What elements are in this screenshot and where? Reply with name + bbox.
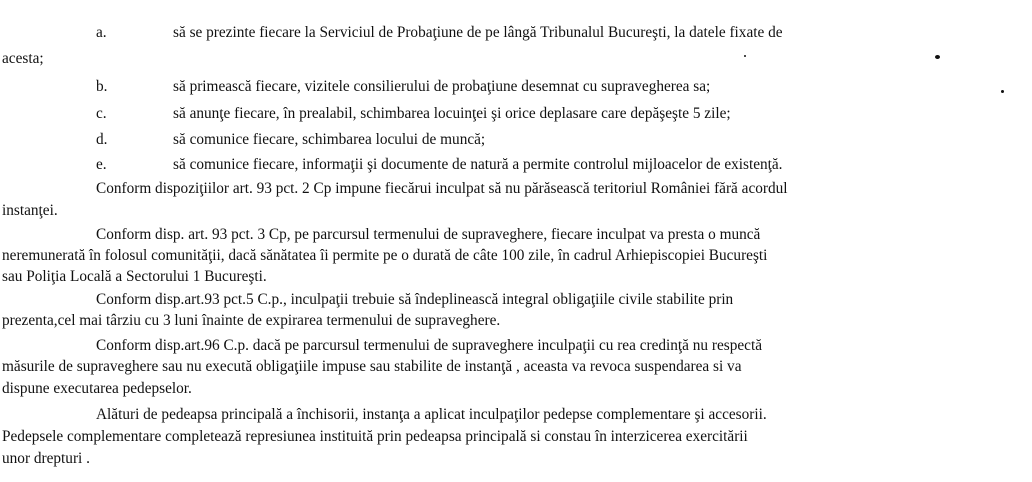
paragraph-2-line-1: Conform disp. art. 93 pct. 3 Cp, pe parcursul termenului de supraveghere, fiecare inculpat va presta o muncă xyxy=(96,226,761,243)
list-text: să anunţe fiecare, în prealabil, schimbarea locuinţei şi orice deplasare care depăşeşte 5 zile; xyxy=(173,105,731,122)
list-letter: a. xyxy=(96,24,107,41)
paragraph-5-line-3: unor drepturi . xyxy=(2,450,90,467)
list-letter: c. xyxy=(96,105,107,122)
list-text: să se prezinte fiecare la Serviciul de Probaţiune de pe lângă Tribunalul Bucureşti, la datele fixate de xyxy=(173,24,783,41)
paragraph-1-line-2: instanţei. xyxy=(2,202,58,219)
list-text: să comunice fiecare, informaţii şi documente de natură a permite controlul mijloacelor de existenţă. xyxy=(173,156,783,173)
list-item-a-continuation: acesta; xyxy=(2,50,44,67)
list-letter: b. xyxy=(96,78,108,95)
paragraph-2-line-2: neremunerată în folosul comunităţii, dacă sănătatea îi permite pe o durată de câte 100 zile, în cadrul Arhiepiscopiei Bucureşti xyxy=(2,247,768,264)
paragraph-3-line-2: prezenta,cel mai târziu cu 3 luni înainte de expirarea termenului de supraveghere. xyxy=(2,312,501,329)
scan-speck xyxy=(1001,90,1004,93)
scan-speck xyxy=(744,55,746,57)
scan-speck xyxy=(935,55,940,59)
paragraph-2-line-3: sau Poliţia Locală a Sectorului 1 Bucureşti. xyxy=(2,268,267,285)
list-letter: d. xyxy=(96,131,108,148)
paragraph-4-line-3: dispune executarea pedepselor. xyxy=(2,380,192,397)
paragraph-5-line-2: Pedepsele complementare completează represiunea instituită prin pedeapsa principală si constau în interzicerea exercitării xyxy=(2,428,748,445)
paragraph-4-line-1: Conform disp.art.96 C.p. dacă pe parcursul termenului de supraveghere inculpaţii cu rea credinţă nu respectă xyxy=(96,337,763,354)
list-text: să comunice fiecare, schimbarea locului de muncă; xyxy=(173,131,486,148)
list-text: să primească fiecare, vizitele consilierului de probaţiune desemnat cu supravegherea sa; xyxy=(173,78,711,95)
paragraph-1-line-1: Conform dispoziţiilor art. 93 pct. 2 Cp impune fiecărui inculpat să nu părăsească teritoriul României fără acordul xyxy=(96,180,788,197)
paragraph-4-line-2: măsurile de supraveghere sau nu execută obligaţiile impuse sau stabilite de instanţă , aceasta va revoca suspendarea si va xyxy=(2,358,742,375)
paragraph-3-line-1: Conform disp.art.93 pct.5 C.p., inculpaţii trebuie să îndeplinească integral obligaţiile civile stabilite prin xyxy=(96,291,734,308)
list-letter: e. xyxy=(96,156,107,173)
paragraph-5-line-1: Alături de pedeapsa principală a închisorii, instanţa a aplicat inculpaţilor pedepse complementare şi accesorii. xyxy=(96,406,767,423)
